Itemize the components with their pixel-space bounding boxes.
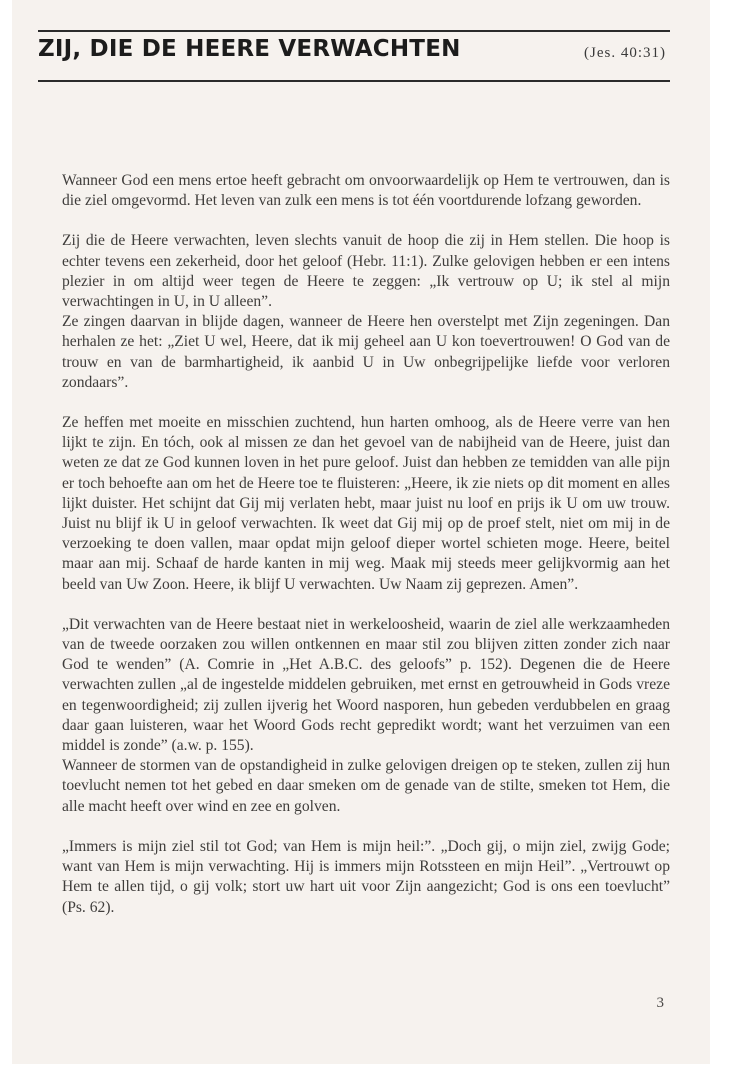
paragraph: Ze zingen daarvan in blijde dagen, wanneer de Heere hen overstelpt met Zijn zegeningen. Dan herhalen ze het: „Ziet U wel, Heere, dat ik mij geheel aan U kon toevertrouwen! O God van de trouw en van de barmhartigheid, ik aanbid U in Uw onbegrijpelijke liefde voor verloren zondaars”. [62,313,670,391]
header-rule-bottom [38,80,670,82]
scripture-reference: (Jes. 40:31) [584,45,666,61]
paragraph-spacer [62,211,670,231]
paragraph: Zij die de Heere verwachten, leven slechts vanuit de hoop die zij in Hem stellen. Die hoop is echter tevens een zekerheid, door het geloof (Hebr. 11:1). Zulke gelovigen hebben er een intens plezier in om altijd weer tegen de Heere te zeggen: „Ik vertrouw op U; ik stel al mijn verwachtingen in U, in U alleen”. [62,232,670,311]
body-text [62,171,670,918]
page-number: 3 [656,995,664,1011]
paragraph-spacer [62,393,670,413]
book-page [12,0,710,1064]
paragraph-spacer [62,817,670,837]
paragraph: Ze heffen met moeite en misschien zuchtend, hun harten omhoog, als de Heere verre van hen lijkt te zijn. En tóch, ook al missen ze dan het gevoel van de nabijheid van de Heere, juist dan weten ze dat ze God kunnen loven in het pure geloof. Juist dan hebben ze temidden van alle pijn er toch behoefte aan om het de Heere toe te fluisteren: „Heere, ik zie niets op dit moment en alles lijkt duister. Het schijnt dat Gij mij verlaten hebt, maar juist nu loof en prijs ik U om uw trouw. Juist nu blijf ik U in geloof verwachten. Ik weet dat Gij mij op de proef stelt, niet om mij in de verzoeking te doen vallen, maar opdat mijn geloof dieper wortel schieten moge. Heere, beitel maar aan mij. Schaaf de harde kanten in mij weg. Maak mij steeds meer gelijkvormig aan het beeld van Uw Zoon. Heere, ik blijf U verwachten. Uw Naam zij geprezen. Amen”. [62,414,670,593]
paragraph: Wanneer God een mens ertoe heeft gebracht om onvoorwaardelijk op Hem te vertrouwen, dan is die ziel omgevormd. Het leven van zulk een mens is tot één voortdurende lofzang geworden. [62,172,670,210]
header-rule-top [38,30,670,32]
paragraph: „Immers is mijn ziel stil tot God; van Hem is mijn heil:”. „Doch gij, o mijn ziel, zwijg Gode; want van Hem is mijn verwachting. Hij is immers mijn Rotssteen en mijn Heil”. „Vertrouwt op Hem te allen tijd, o gij volk; stort uw hart uit voor Zijn aangezicht; God is ons een toevlucht” (Ps. 62). [62,837,670,916]
paragraph-spacer [62,595,670,615]
page-title: ZIJ, DIE DE HEERE VERWACHTEN [38,36,461,62]
paragraph: Wanneer de stormen van de opstandigheid in zulke gelovigen dreigen op te steken, zullen zij hun toevlucht nemen tot het gebed en daar smeken om de genade van de stilte, smeken tot Hem, die alle macht heeft over wind en zee en golven. [62,757,670,815]
paragraph: „Dit verwachten van de Heere bestaat niet in werkeloosheid, waarin de ziel alle werkzaamheden van de tweede oorzaken zou willen ontkennen en maar stil zou blijven zitten zonder zich naar God te wenden” (A. Comrie in „Het A.B.C. des geloofs” p. 152). Degenen die de Heere verwachten zullen „al de ingestelde middelen gebruiken, met ernst en getrouwheid in Gods vreze en tegenwoordigheid; zij zullen ijverig het Woord nasporen, hun gebeden verdubbelen en graag daar gaan luisteren, waar het Woord Gods recht gepredikt wordt; want het verzuimen van een middel is zonde” (a.w. p. 155). [62,615,670,755]
